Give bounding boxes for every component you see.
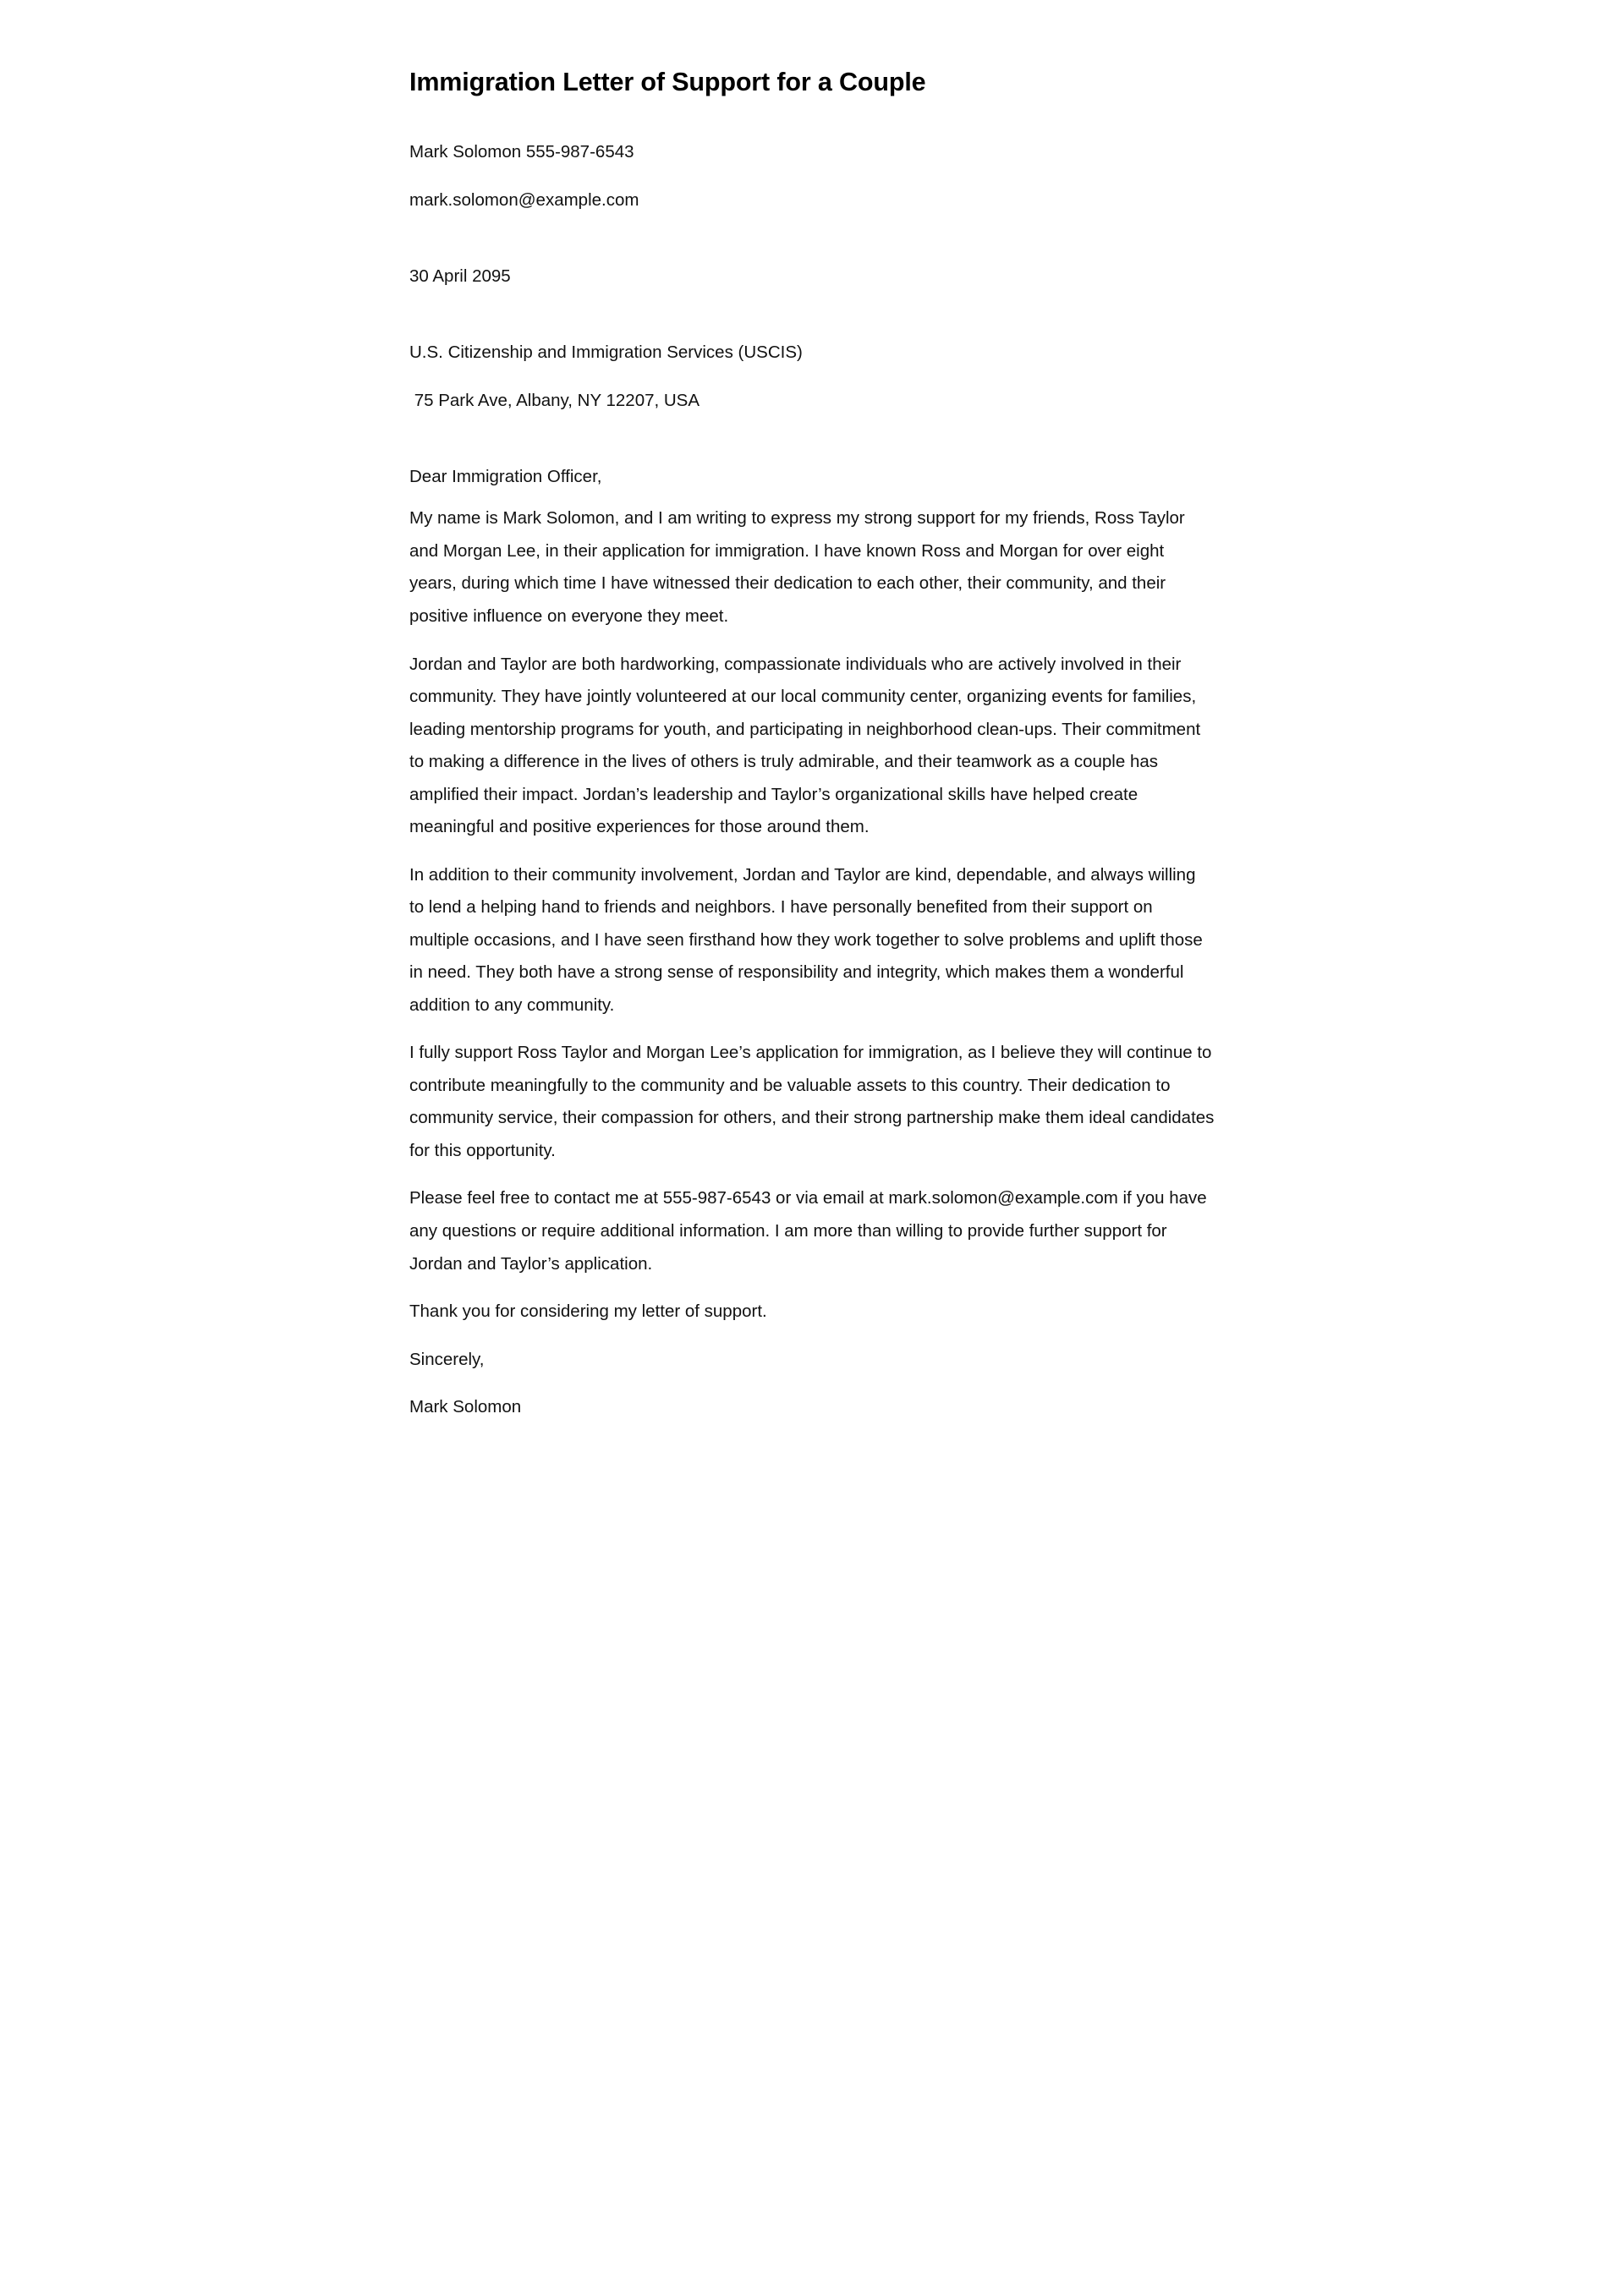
body-paragraph-4: I fully support Ross Taylor and Morgan Lee’s application for immigration, as I believe they will continue to contribute meaningfully to the community and be valuable assets to this country. Their dedication to community service, their compassion for others, and their strong partnership make them ideal candidates for this opportunity. (409, 1043, 1215, 1160)
sender-email: mark.solomon@example.com (409, 189, 639, 210)
recipient-address: 75 Park Ave, Albany, NY 12207, USA (409, 390, 700, 410)
spacer (409, 214, 1215, 263)
letter-date: 30 April 2095 (409, 266, 511, 286)
page-title: Immigration Letter of Support for a Couple (409, 68, 926, 96)
closing-salutation: Sincerely, (409, 1349, 485, 1369)
spacer (409, 367, 1215, 387)
spacer (409, 167, 1215, 187)
thanks-line: Thank you for considering my letter of support. (409, 1301, 767, 1322)
signature-name: Mark Solomon (409, 1397, 522, 1417)
letter-page (338, 0, 1286, 2296)
spacer (409, 490, 1215, 502)
recipient-organization: U.S. Citizenship and Immigration Services (USCIS) (409, 342, 803, 363)
body-paragraph-2: Jordan and Taylor are both hardworking, compassionate individuals who are actively involved in their community. They have jointly volunteered at our local community center, organizing events for families, leading mentorship programs for youth, and participating in neighborhood clean-ups. Their commitment to making a difference in the lives of others is truly admirable, and their teamwork as a couple has amplified their impact. Jordan’s leadership and Taylor’s organizational skills have helped create meaningful and positive experiences for those around them. (409, 654, 1201, 837)
salutation: Dear Immigration Officer, (409, 467, 602, 486)
body-paragraph-3: In addition to their community involvement, Jordan and Taylor are kind, dependable, and always willing to lend a helping hand to friends and neighbors. I have personally benefited from their support on multiple occasions, and I have seen firsthand how they work together to solve problems and uplift those in need. They both have a strong sense of responsibility and integrity, which makes them a wonderful addition to any community. (409, 864, 1203, 1015)
sender-name-phone: Mark Solomon 555-987-6543 (409, 142, 634, 162)
body-paragraph-5: Please feel free to contact me at 555-987-6543 or via email at mark.solomon@example.com if you have any questions or require additional information. I am more than willing to provide further support for Jordan and Taylor’s application. (409, 1188, 1207, 1274)
body-paragraph-1: My name is Mark Solomon, and I am writing to express my strong support for my friends, Ross Taylor and Morgan Lee, in their application for immigration. I have known Ross and Morgan for over eight years, during which time I have witnessed their dedication to each other, their community, and their positive influence on everyone they meet. (409, 508, 1185, 626)
spacer (409, 414, 1215, 463)
spacer (409, 290, 1215, 339)
